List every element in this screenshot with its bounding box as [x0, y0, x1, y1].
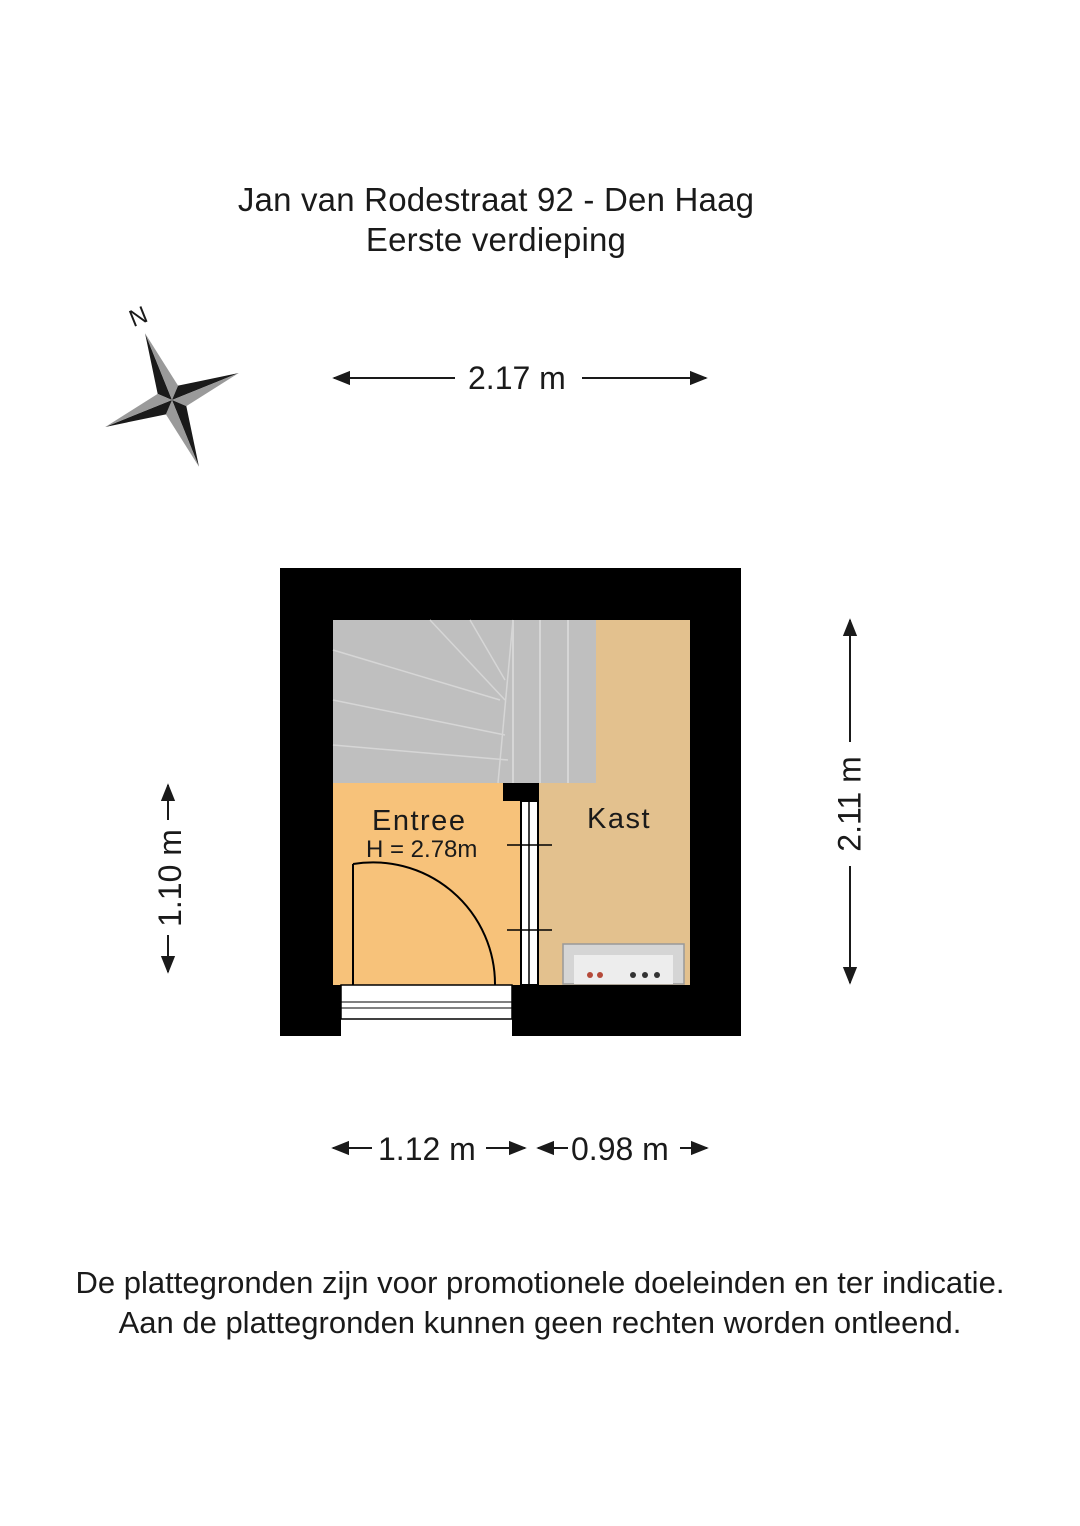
dim-total-height: 2.11 m — [831, 756, 868, 852]
compass-north-label: N — [125, 301, 152, 333]
disclaimer-line-1: De plattegronden zijn voor promotionele doeleinden en ter indicatie. — [75, 1265, 1005, 1300]
wall-stub — [503, 783, 539, 801]
meter-cabinet — [563, 944, 684, 984]
dim-total-width: 2.17 m — [468, 360, 566, 396]
staircase — [333, 620, 596, 783]
floor-level-title: Eerste verdieping — [365, 221, 627, 258]
compass-rose-icon — [67, 278, 266, 494]
room-ceiling-height: H = 2.78m — [366, 836, 478, 863]
disclaimer-line-2: Aan de plattegronden kunnen geen rechten worden ontleend. — [118, 1305, 962, 1340]
room-label-kast: Kast — [587, 803, 652, 835]
dim-entrance-height: 1.10 m — [151, 829, 188, 927]
floorplan-address: Jan van Rodestraat 92 - Den Haag — [237, 181, 755, 218]
room-label-entree: Entree — [372, 805, 467, 837]
entrance-threshold — [341, 985, 512, 1019]
dim-bottom-left: 1.12 m — [378, 1131, 476, 1167]
dim-bottom-right: 0.98 m — [571, 1131, 669, 1167]
